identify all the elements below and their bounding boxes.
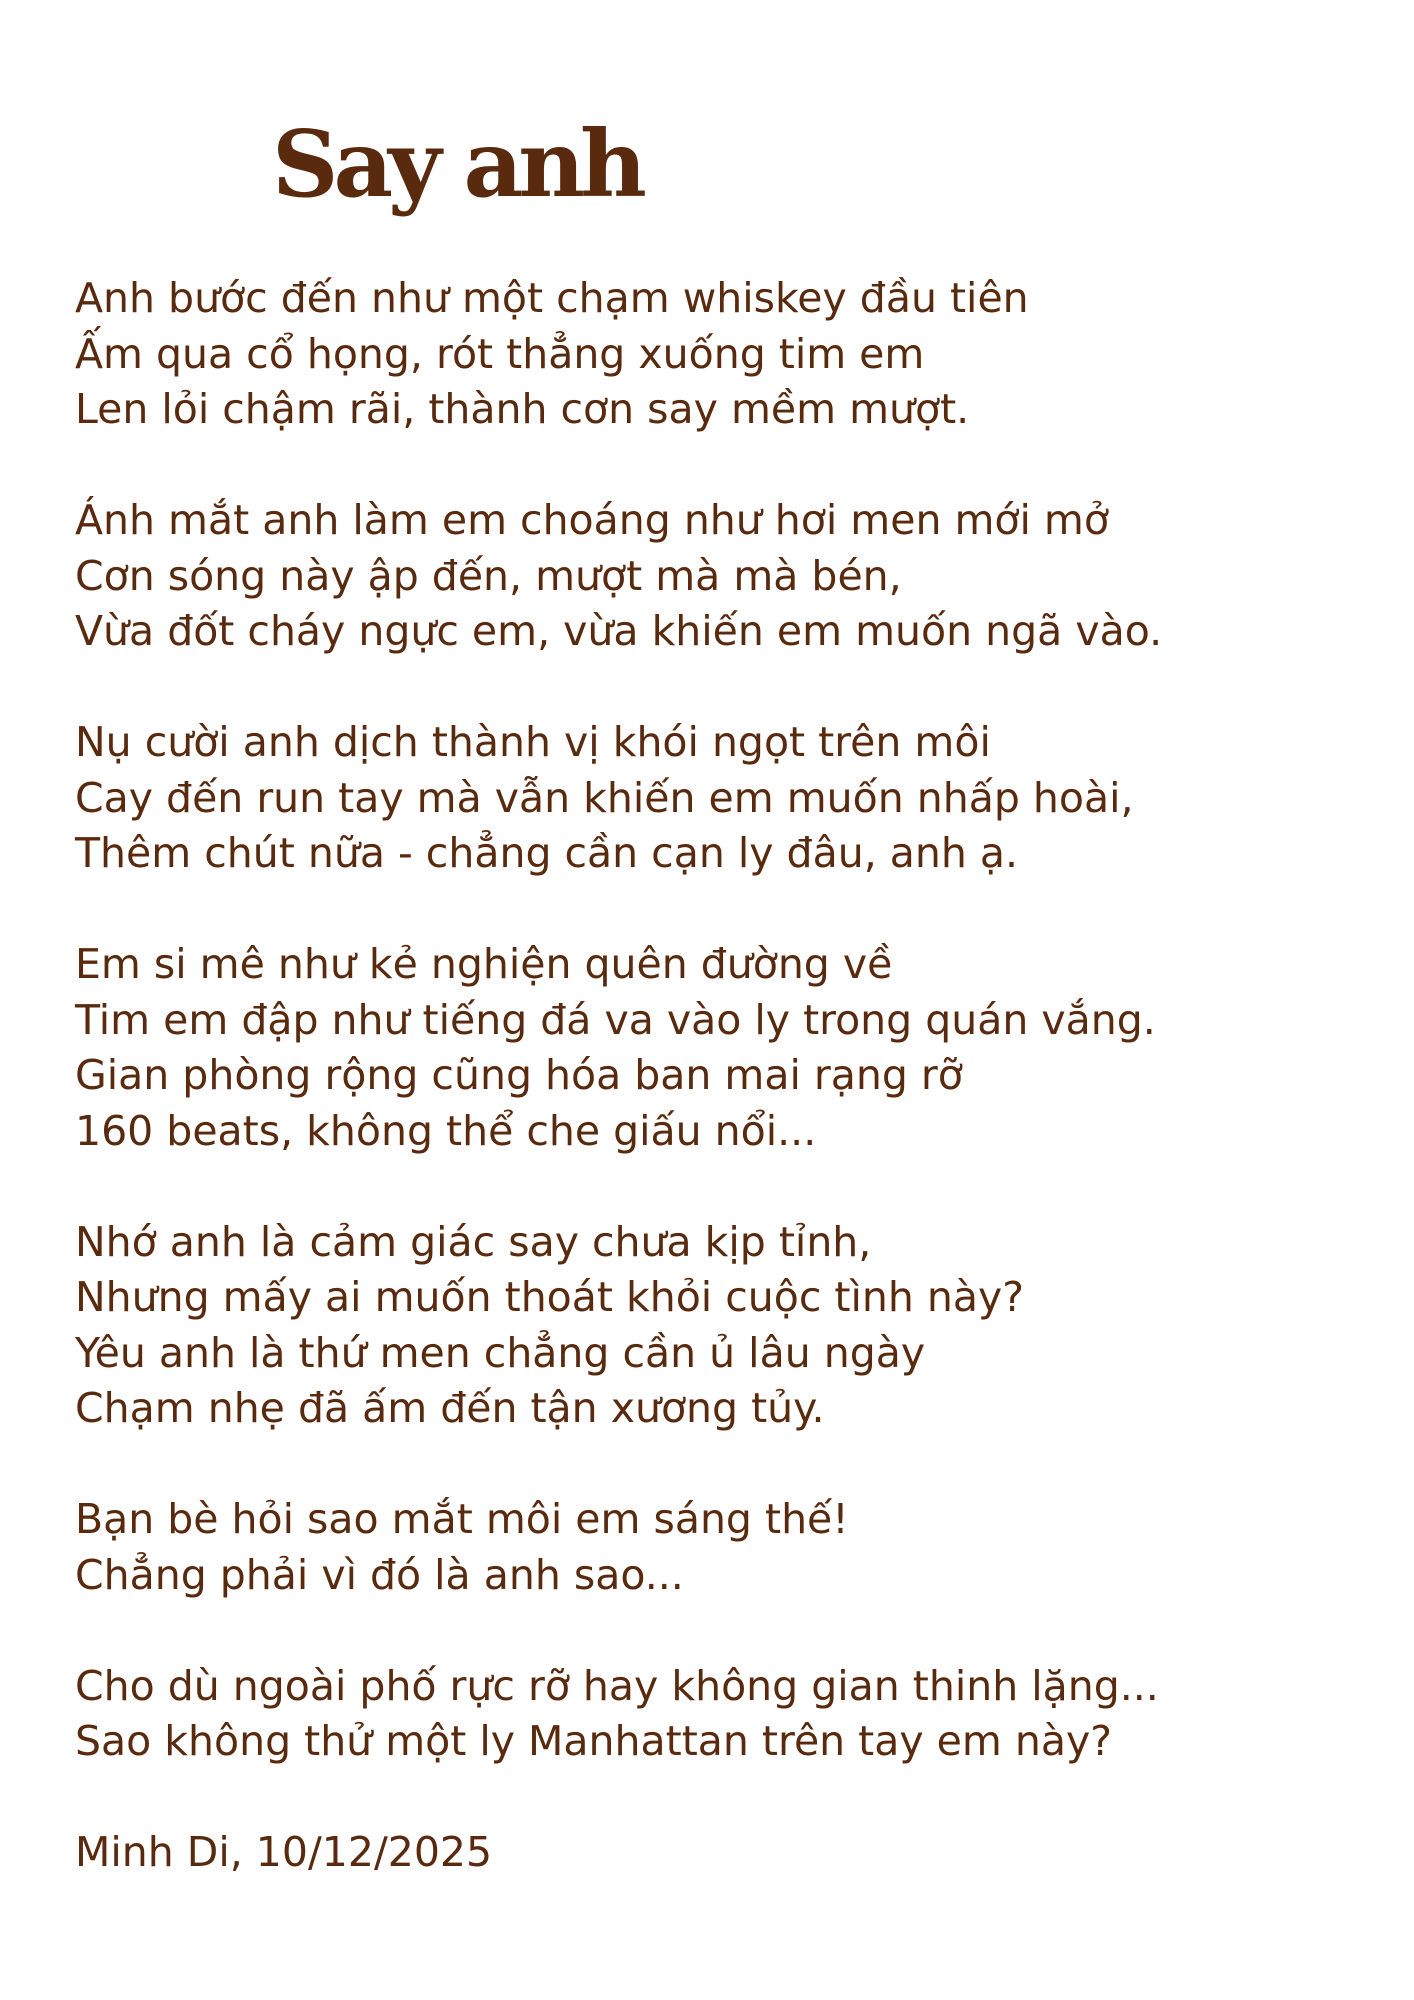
poem-line: Sao không thử một ly Manhattan trên tay em này? — [75, 1717, 1113, 1765]
poem-line: Nhưng mấy ai muốn thoát khỏi cuộc tình này? — [75, 1273, 1025, 1321]
poem-line: Cho dù ngoài phố rực rỡ hay không gian thinh lặng... — [75, 1661, 1159, 1710]
poem-line: Vừa đốt cháy ngực em, vừa khiến em muốn ngã vào. — [75, 607, 1163, 655]
stanza-3 — [75, 715, 1375, 882]
poem-line: Bạn bè hỏi sao mắt môi em sáng thế! — [75, 1495, 849, 1543]
stanza-7 — [75, 1659, 1375, 1770]
stanza-4 — [75, 937, 1375, 1159]
poem-line: Cơn sóng này ập đến, mượt mà mà bén, — [75, 551, 902, 600]
poem-line: Chạm nhẹ đã ấm đến tận xương tủy. — [75, 1384, 825, 1432]
poem-line: Chẳng phải vì đó là anh sao... — [75, 1550, 684, 1599]
poem-line: Nụ cười anh dịch thành vị khói ngọt trên môi — [75, 718, 991, 766]
poem-line: Cay đến run tay mà vẫn khiến em muốn nhấp hoài, — [75, 773, 1134, 822]
poem-line: Len lỏi chậm rãi, thành cơn say mềm mượt. — [75, 385, 970, 433]
poem-line: Em si mê như kẻ nghiện quên đường về — [75, 940, 893, 988]
poem-line: Thêm chút nữa - chẳng cần cạn ly đâu, anh ạ. — [75, 829, 1019, 877]
poem-body — [75, 271, 1375, 1881]
poem-line: Gian phòng rộng cũng hóa ban mai rạng rỡ — [75, 1051, 963, 1099]
poem-title: Say anh — [272, 110, 642, 218]
poem-line: Nhớ anh là cảm giác say chưa kịp tỉnh, — [75, 1217, 872, 1266]
poem-line: Tim em đập như tiếng đá va vào ly trong quán vắng. — [75, 995, 1156, 1044]
poem-line: 160 beats, không thể che giấu nổi... — [75, 1106, 817, 1155]
stanza-2 — [75, 493, 1375, 660]
author-signature: Minh Di, 10/12/2025 — [75, 1828, 493, 1876]
poem-line: Ấm qua cổ họng, rót thẳng xuống tim em — [75, 329, 925, 378]
stanza-1 — [75, 271, 1375, 438]
stanza-6 — [75, 1492, 1375, 1603]
poem-line: Yêu anh là thứ men chẳng cần ủ lâu ngày — [75, 1328, 926, 1377]
stanza-5 — [75, 1215, 1375, 1437]
poem-line: Anh bước đến như một chạm whiskey đầu tiên — [75, 274, 1029, 322]
poem-line: Ánh mắt anh làm em choáng như hơi men mới mở — [75, 496, 1109, 544]
